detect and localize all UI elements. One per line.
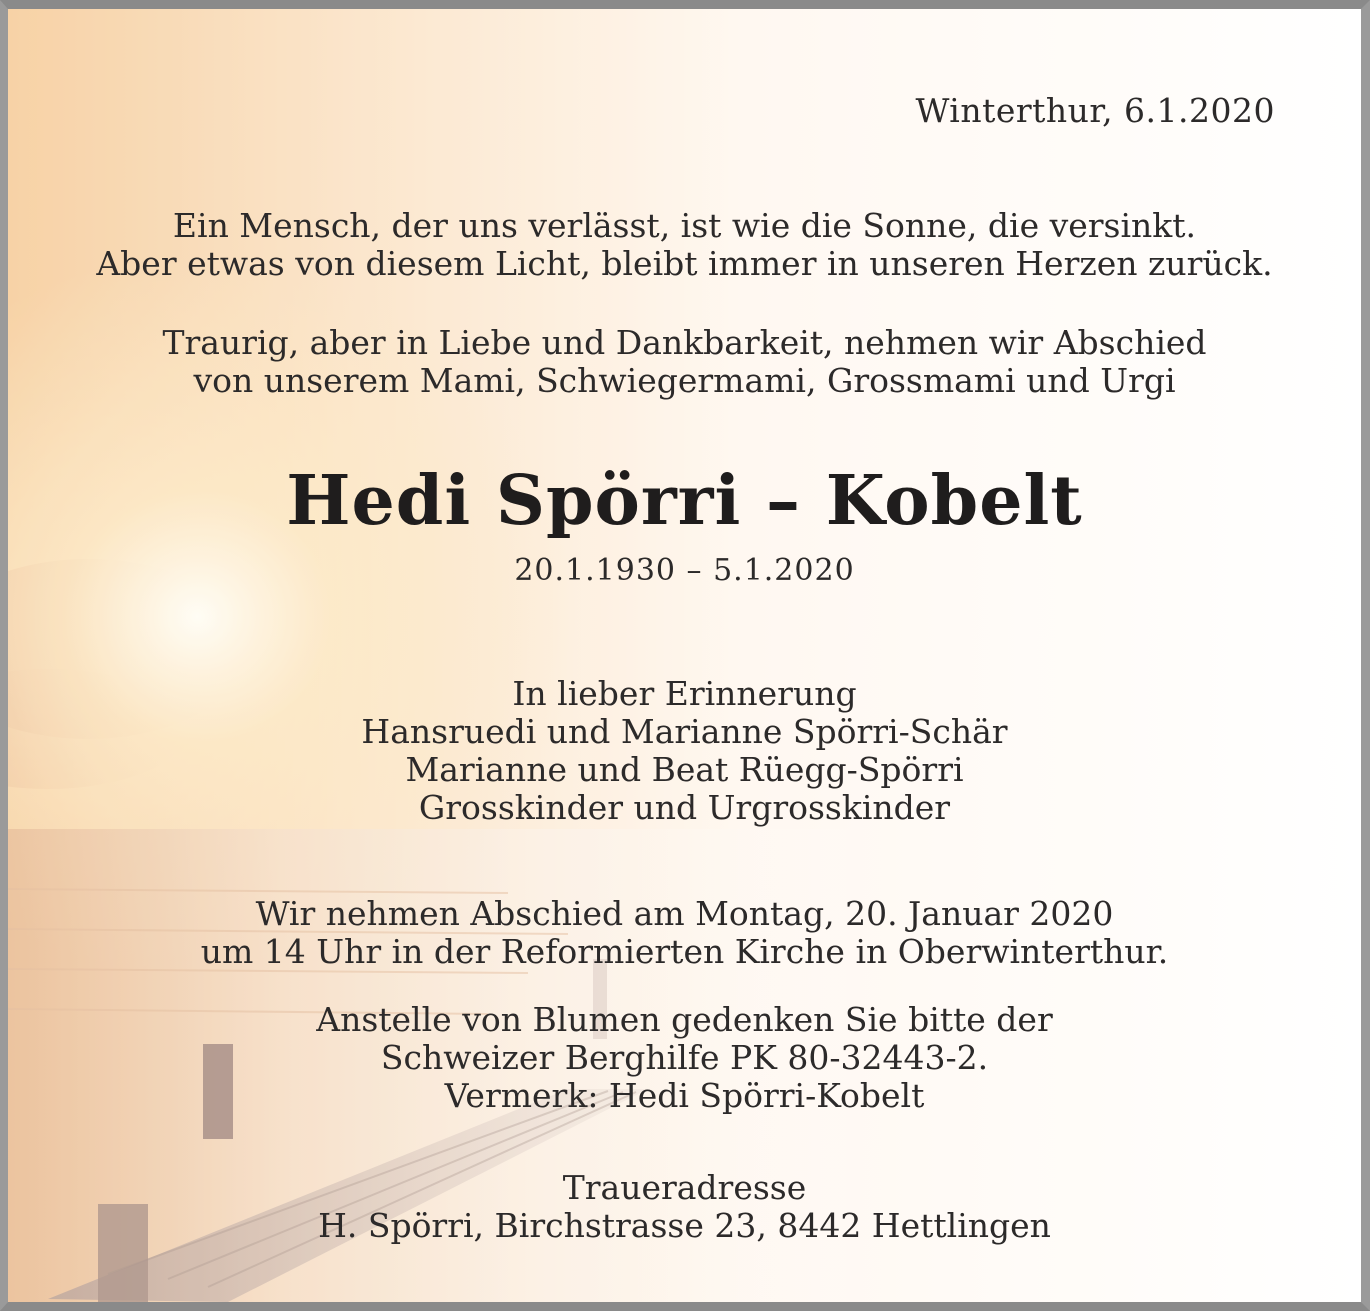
quote — [8, 207, 1361, 283]
donation-line: Anstelle von Blumen gedenken Sie bitte der — [316, 1000, 1053, 1039]
mourners-line: Marianne und Beat Rüegg-Spörri — [405, 750, 964, 789]
place-date: Winterthur, 6.1.2020 — [915, 91, 1275, 130]
mourners-line: Grosskinder und Urgrosskinder — [418, 788, 951, 827]
farewell-line: Traurig, aber in Liebe und Dankbarkeit, nehmen wir Abschied — [162, 323, 1207, 362]
donation-line: Vermerk: Hedi Spörri-Kobelt — [444, 1076, 925, 1115]
quote-line: Aber etwas von diesem Licht, bleibt immer in unseren Herzen zurück. — [96, 244, 1273, 283]
mourners-line: In lieber Erinnerung — [512, 674, 857, 713]
donation-info — [8, 1001, 1361, 1115]
service-line: um 14 Uhr in der Reformierten Kirche in Oberwinterthur. — [200, 932, 1169, 971]
farewell-line: von unserem Mami, Schwiegermami, Grossmami und Urgi — [193, 361, 1176, 400]
life-dates: 20.1.1930 – 5.1.2020 — [514, 553, 855, 588]
service-line: Wir nehmen Abschied am Montag, 20. Januar 2020 — [255, 894, 1114, 933]
service-info — [8, 895, 1361, 971]
farewell-text — [8, 324, 1361, 400]
donation-line: Schweizer Berghilfe PK 80-32443-2. — [380, 1038, 989, 1077]
deceased-name: Hedi Spörri – Kobelt — [286, 461, 1083, 541]
address-line: H. Spörri, Birchstrasse 23, 8442 Hettlingen — [318, 1206, 1051, 1245]
mourners — [8, 675, 1361, 827]
mourners-line: Hansruedi und Marianne Spörri-Schär — [361, 712, 1008, 751]
mourning-address — [8, 1169, 1361, 1245]
address-line: Traueradresse — [562, 1168, 807, 1207]
quote-line: Ein Mensch, der uns verlässt, ist wie die Sonne, die versinkt. — [172, 206, 1197, 245]
obituary-text — [8, 9, 1361, 1302]
